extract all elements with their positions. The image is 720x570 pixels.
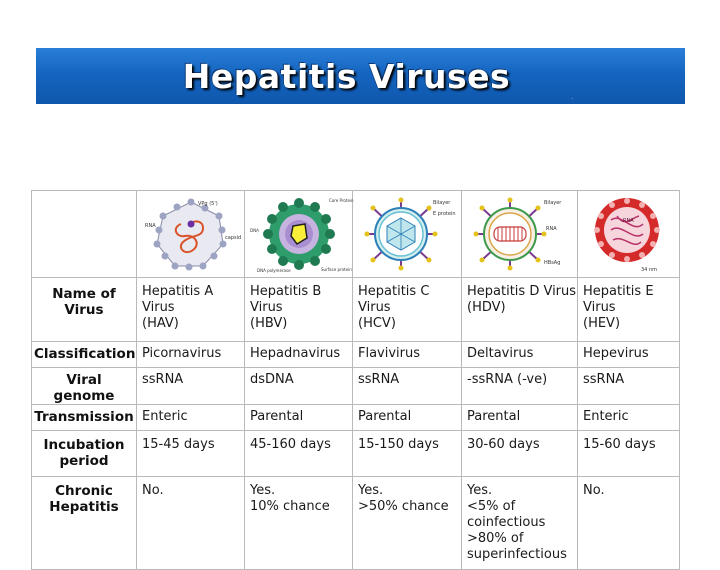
hepatitis-virus-table (31, 190, 680, 570)
row-header-line: Name of (52, 286, 116, 302)
table-row-genome (32, 368, 680, 405)
table-cell: Parental (245, 405, 353, 431)
table-cell: dsDNA (245, 368, 353, 405)
hcv-image-cell (353, 191, 462, 278)
cell-line: Hepatitis B (250, 284, 322, 299)
table-cell: -ssRNA (-ve) (462, 368, 578, 405)
hdv-label-bilayer: Bilayer (543, 200, 561, 206)
table-cell: Deltavirus (462, 342, 578, 368)
hev-image-cell (578, 191, 680, 278)
table-cell: Enteric (578, 405, 680, 431)
cell-line: >50% chance (358, 499, 449, 514)
chronic-cell-hcv (353, 477, 462, 570)
hbv-label-polymerase: DNA polymerase (256, 268, 291, 273)
cell-line: 10% chance (250, 499, 330, 514)
table-cell: 15-150 days (353, 431, 462, 477)
cell-line: Hepatitis E (583, 284, 654, 299)
hbv-label-core: Core Protein (328, 198, 354, 203)
table-cell: 45-160 days (245, 431, 353, 477)
table-cell: ssRNA (353, 368, 462, 405)
row-header-transmission: Transmission (32, 405, 137, 431)
chronic-cell-hav (137, 477, 245, 570)
cell-line: <5% of (467, 499, 516, 514)
hbv-image-cell (245, 191, 353, 278)
hav-label-rna: RNA (144, 223, 156, 229)
row-header-line: period (59, 453, 109, 469)
hbv-label-surface: Surface protein (320, 267, 352, 272)
name-cell-hcv (353, 278, 462, 342)
cell-line: Virus (142, 300, 175, 315)
cell-line: superinfectious (467, 547, 567, 562)
cell-line: No. (583, 483, 605, 498)
hav-label-capsid: capsid (224, 235, 241, 241)
cell-line: Virus (583, 300, 616, 315)
cell-line: (HAV) (142, 316, 179, 331)
hev-label-rna: RNA (622, 218, 634, 224)
row-header-chronic (32, 477, 137, 570)
cell-line: (HEV) (583, 316, 621, 331)
table-cell: 15-60 days (578, 431, 680, 477)
row-header-name (32, 278, 137, 342)
hcv-label-eprotein: E protein (433, 211, 456, 217)
cell-line: Hepatitis A (142, 284, 214, 299)
table-cell: Hepevirus (578, 342, 680, 368)
chronic-cell-hev (578, 477, 680, 570)
cell-line: (HDV) (467, 300, 506, 315)
cell-line: Virus (358, 300, 391, 315)
hdv-label-hbsag: HBsAg (543, 260, 560, 266)
table-cell: ssRNA (137, 368, 245, 405)
cell-line: No. (142, 483, 164, 498)
cell-line: >80% of (467, 531, 524, 546)
row-header-incubation (32, 431, 137, 477)
name-cell-hav (137, 278, 245, 342)
row-header-line: Chronic (55, 483, 113, 499)
table-row-name (32, 278, 680, 342)
hdv-label-rna: RNA (545, 226, 557, 232)
row-header-classification: Classification (32, 342, 137, 368)
table-row-chronic (32, 477, 680, 570)
cell-line: Hepatitis D Virus (467, 284, 577, 299)
table-cell: Flavivirus (353, 342, 462, 368)
hbv-label-dna: DNA (249, 228, 259, 233)
cell-line: Yes. (250, 483, 276, 498)
hcv-virion-image (357, 194, 457, 274)
cell-line: (HBV) (250, 316, 288, 331)
table-row-incubation (32, 431, 680, 477)
name-cell-hbv (245, 278, 353, 342)
virus-image-row (32, 191, 680, 278)
empty-corner-cell (32, 191, 137, 278)
cell-line: Yes. (358, 483, 384, 498)
row-header-line: Virus (64, 302, 104, 318)
hev-virion-image (581, 194, 677, 274)
hcv-label-bilayer: Bilayer (433, 200, 451, 206)
cell-line: Hepatitis C (358, 284, 430, 299)
hav-image-cell (137, 191, 245, 278)
row-header-line: Hepatitis (49, 499, 119, 515)
table-cell: Hepadnavirus (245, 342, 353, 368)
hav-label-vpg: VPg (5') (197, 201, 218, 207)
name-cell-hdv (462, 278, 578, 342)
cell-line: Yes. (467, 483, 493, 498)
cell-line: coinfectious (467, 515, 546, 530)
table-cell: ssRNA (578, 368, 680, 405)
cell-line: (HCV) (358, 316, 396, 331)
chronic-cell-hbv (245, 477, 353, 570)
decorative-dot: . (571, 95, 573, 101)
hdv-image-cell (462, 191, 578, 278)
cell-line: Virus (250, 300, 283, 315)
chronic-cell-hdv (462, 477, 578, 570)
table-cell: 30-60 days (462, 431, 578, 477)
table-row-classification (32, 342, 680, 368)
page-title: Hepatitis Viruses (182, 56, 511, 96)
row-header-genome: Viral genome (32, 368, 137, 405)
title-banner (36, 48, 685, 104)
row-header-line: Incubation (43, 437, 125, 453)
table-cell: Parental (462, 405, 578, 431)
table-cell: 15-45 days (137, 431, 245, 477)
hav-virion-image (141, 194, 241, 274)
table-cell: Parental (353, 405, 462, 431)
hev-label-size: 34 nm (640, 267, 657, 273)
hdv-virion-image (466, 194, 574, 274)
table-cell: Picornavirus (137, 342, 245, 368)
table-row-transmission (32, 405, 680, 431)
hbv-virion-image (249, 194, 354, 274)
name-cell-hev (578, 278, 680, 342)
table-cell: Enteric (137, 405, 245, 431)
